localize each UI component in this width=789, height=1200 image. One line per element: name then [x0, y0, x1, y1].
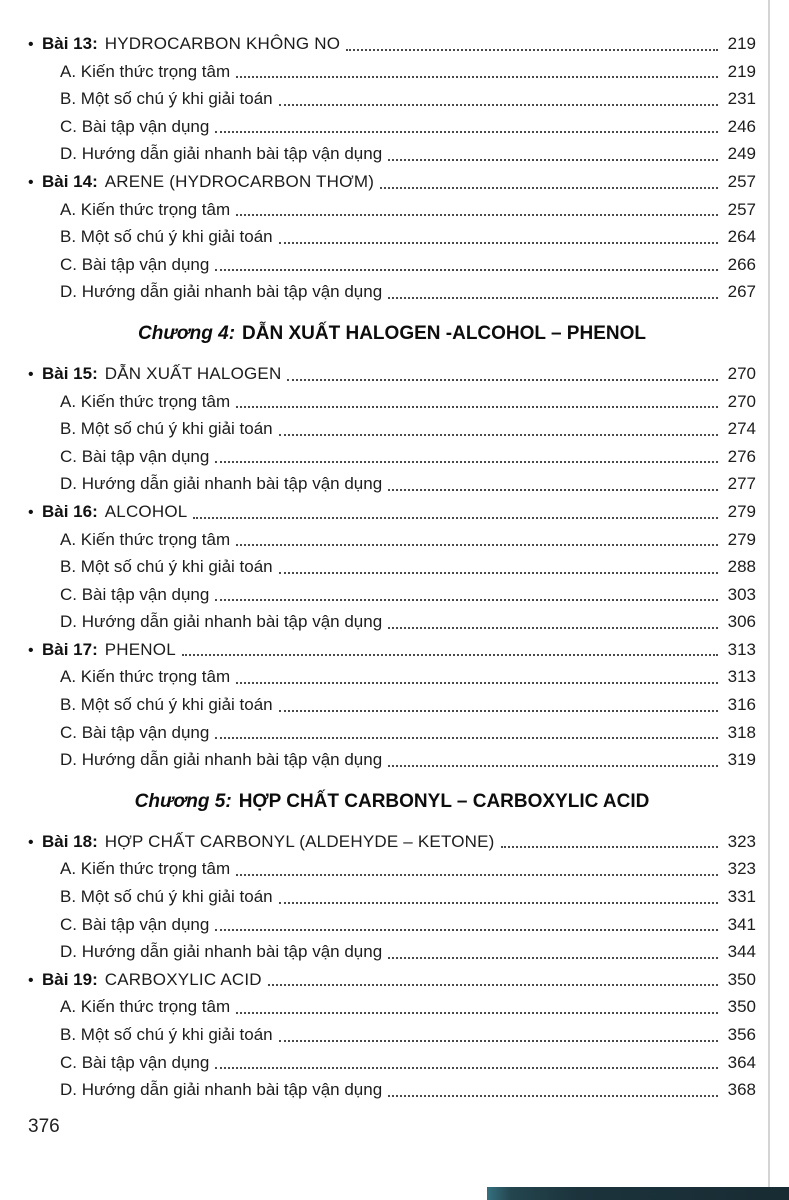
page-ref: 246: [727, 116, 756, 136]
toc-sub-entry: [28, 388, 756, 416]
toc-sub-title: D. Hướng dẫn giải nhanh bài tập vận dụng: [60, 750, 383, 770]
page-ref: 274: [727, 419, 756, 439]
toc-sub-entry: [28, 855, 756, 883]
toc-sub-title: A. Kiến thức trọng tâm: [60, 997, 231, 1017]
toc-sub-title: A. Kiến thức trọng tâm: [60, 529, 231, 549]
page-ref: 313: [727, 667, 756, 687]
toc-sub-entry: [28, 581, 756, 609]
page-ref: 219: [727, 61, 756, 81]
toc-sub-entry: [28, 883, 756, 911]
toc-sub-entry: [28, 993, 756, 1021]
toc-entry-label: Bài 17:: [42, 639, 98, 659]
toc-sub-title: D. Hướng dẫn giải nhanh bài tập vận dụng: [60, 1080, 383, 1100]
toc-sub-title: B. Một số chú ý khi giải toán: [60, 227, 273, 247]
dot-leader: [279, 104, 718, 106]
page-ref: 341: [727, 914, 756, 934]
toc-sub-entry: [28, 608, 756, 636]
dot-leader: [236, 406, 718, 408]
toc-sub-title: B. Một số chú ý khi giải toán: [60, 89, 273, 109]
chapter-title: DẪN XUẤT HALOGEN -ALCOHOL – PHENOL: [242, 322, 646, 344]
page-ref: 319: [727, 750, 756, 770]
page-ref: 350: [727, 969, 756, 989]
toc-entry-label: Bài 14:: [42, 171, 98, 191]
toc-entry-title: ALCOHOL: [104, 501, 188, 521]
page-ref: 266: [727, 254, 756, 274]
toc-entry-label: Bài 18:: [42, 831, 98, 851]
toc-sub-entry: [28, 1021, 756, 1049]
toc-sub-entry: [28, 553, 756, 581]
page-number: 376: [28, 1116, 60, 1137]
cover-strip: [487, 1187, 789, 1200]
dot-leader: [279, 434, 718, 436]
dot-leader: [236, 544, 718, 546]
dot-leader: [215, 461, 718, 463]
dot-leader: [182, 654, 718, 656]
dot-leader: [388, 765, 718, 767]
toc-sub-entry: [28, 1076, 756, 1104]
page-ref: 331: [727, 887, 756, 907]
page-ref: 231: [727, 89, 756, 109]
toc-sub-entry: [28, 58, 756, 86]
toc-sub-title: C. Bài tập vận dụng: [60, 116, 210, 136]
toc-sub-entry: [28, 415, 756, 443]
toc-sub-title: B. Một số chú ý khi giải toán: [60, 557, 273, 577]
page-ref: 356: [727, 1025, 756, 1044]
page-ref: 303: [727, 584, 756, 604]
toc-sub-title: C. Bài tập vận dụng: [60, 914, 210, 934]
toc: [28, 30, 756, 1104]
dot-leader: [346, 49, 718, 51]
toc-sub-title: B. Một số chú ý khi giải toán: [60, 695, 273, 715]
toc-sub-title: D. Hướng dẫn giải nhanh bài tập vận dụng: [60, 474, 383, 494]
bullet-icon: •: [28, 641, 34, 659]
toc-sub-title: C. Bài tập vận dụng: [60, 1052, 210, 1072]
page-ref: 316: [727, 695, 756, 715]
toc-sub-entry: [28, 526, 756, 554]
dot-leader: [279, 710, 718, 712]
dot-leader: [215, 929, 718, 931]
page-ref: 277: [727, 474, 756, 494]
dot-leader: [236, 874, 718, 876]
toc-sub-title: A. Kiến thức trọng tâm: [60, 859, 231, 879]
toc-entry-title: PHENOL: [104, 639, 176, 659]
toc-sub-title: C. Bài tập vận dụng: [60, 584, 210, 604]
page-ref: 288: [727, 557, 756, 577]
toc-entry-label: Bài 16:: [42, 501, 98, 521]
dot-leader: [380, 187, 718, 189]
chapter-label: Chương 5:: [134, 790, 232, 812]
toc-sub-entry: [28, 1049, 756, 1077]
dot-leader: [388, 489, 718, 491]
toc-sub-entry: [28, 663, 756, 691]
toc-sub-entry: [28, 113, 756, 141]
toc-sub-entry: [28, 196, 756, 224]
toc-entry-title: DẪN XUẤT HALOGEN: [104, 363, 282, 383]
bullet-icon: •: [28, 971, 34, 989]
toc-entry-title: HYDROCARBON KHÔNG NO: [104, 34, 341, 53]
toc-sub-title: A. Kiến thức trọng tâm: [60, 61, 231, 81]
toc-sub-title: A. Kiến thức trọng tâm: [60, 667, 231, 687]
bullet-icon: •: [28, 503, 34, 521]
page-ref: 344: [727, 942, 756, 962]
dot-leader: [236, 682, 718, 684]
dot-leader: [193, 517, 718, 519]
page-ref: 276: [727, 446, 756, 466]
page-ref: 350: [727, 997, 756, 1017]
toc-entry: [28, 498, 756, 526]
toc-sub-entry: [28, 278, 756, 306]
toc-sub-entry: [28, 223, 756, 251]
dot-leader: [388, 1095, 718, 1097]
toc-entry: [28, 828, 756, 856]
dot-leader: [215, 131, 718, 133]
dot-leader: [287, 379, 718, 381]
dot-leader: [388, 159, 718, 161]
page-ref: 313: [727, 639, 756, 659]
toc-sub-entry: [28, 251, 756, 279]
toc-entry-label: Bài 13:: [42, 34, 98, 53]
toc-sub-entry: [28, 140, 756, 168]
page-ref: 264: [727, 227, 756, 247]
toc-entry-title: ARENE (HYDROCARBON THƠM): [104, 171, 375, 191]
toc-sub-entry: [28, 746, 756, 774]
toc-sub-title: A. Kiến thức trọng tâm: [60, 391, 231, 411]
page-ref: 270: [727, 363, 756, 383]
dot-leader: [268, 984, 718, 986]
toc-sub-entry: [28, 691, 756, 719]
toc-sub-entry: [28, 470, 756, 498]
toc-sub-entry: [28, 938, 756, 966]
toc-sub-title: D. Hướng dẫn giải nhanh bài tập vận dụng: [60, 942, 383, 962]
bullet-icon: •: [28, 36, 34, 53]
toc-sub-entry: [28, 443, 756, 471]
chapter-title: HỢP CHẤT CARBONYL – CARBOXYLIC ACID: [238, 790, 650, 812]
page-ref: 318: [727, 722, 756, 742]
bullet-icon: •: [28, 365, 34, 383]
toc-entry: [28, 636, 756, 664]
dot-leader: [501, 846, 718, 848]
toc-sub-title: D. Hướng dẫn giải nhanh bài tập vận dụng: [60, 612, 383, 632]
page-ref: 364: [727, 1052, 756, 1072]
dot-leader: [215, 1067, 718, 1069]
page-ref: 279: [727, 501, 756, 521]
page-ref: 267: [727, 282, 756, 302]
toc-entry: [28, 966, 756, 994]
toc-sub-title: C. Bài tập vận dụng: [60, 254, 210, 274]
dot-leader: [236, 214, 718, 216]
toc-sub-title: C. Bài tập vận dụng: [60, 446, 210, 466]
dot-leader: [279, 1040, 718, 1042]
toc-entry-label: Bài 19:: [42, 969, 98, 989]
chapter-heading: [28, 321, 756, 347]
page-ref: 368: [727, 1080, 756, 1100]
toc-entry-label: Bài 15:: [42, 363, 98, 383]
dot-leader: [279, 902, 718, 904]
page-ref: 323: [727, 859, 756, 879]
page-edge-line: [768, 0, 770, 1200]
toc-sub-title: B. Một số chú ý khi giải toán: [60, 887, 273, 907]
page-ref: 306: [727, 612, 756, 632]
page-ref: 219: [727, 34, 756, 53]
toc-sub-title: B. Một số chú ý khi giải toán: [60, 1025, 273, 1044]
dot-leader: [236, 76, 718, 78]
toc-entry-title: HỢP CHẤT CARBONYL (ALDEHYDE – KETONE): [104, 831, 495, 851]
toc-sub-entry: [28, 911, 756, 939]
dot-leader: [388, 297, 718, 299]
toc-sub-entry: [28, 85, 756, 113]
chapter-label: Chương 4:: [138, 322, 236, 344]
bullet-icon: •: [28, 173, 34, 191]
toc-sub-title: C. Bài tập vận dụng: [60, 722, 210, 742]
dot-leader: [279, 572, 718, 574]
dot-leader: [279, 242, 718, 244]
toc-sub-title: B. Một số chú ý khi giải toán: [60, 419, 273, 439]
dot-leader: [215, 737, 718, 739]
toc-sub-title: D. Hướng dẫn giải nhanh bài tập vận dụng: [60, 282, 383, 302]
bullet-icon: •: [28, 833, 34, 851]
page-ref: 257: [727, 199, 756, 219]
toc-sub-entry: [28, 719, 756, 747]
toc-entry: [28, 360, 756, 388]
page-ref: 323: [727, 831, 756, 851]
toc-entry-title: CARBOXYLIC ACID: [104, 969, 262, 989]
chapter-heading: [28, 789, 756, 815]
page-ref: 257: [727, 171, 756, 191]
toc-entry: [28, 168, 756, 196]
page-ref: 249: [727, 144, 756, 164]
toc-sub-title: A. Kiến thức trọng tâm: [60, 199, 231, 219]
page-ref: 270: [727, 391, 756, 411]
toc-entry: [28, 30, 756, 58]
dot-leader: [236, 1012, 718, 1014]
toc-sub-title: D. Hướng dẫn giải nhanh bài tập vận dụng: [60, 144, 383, 164]
dot-leader: [388, 627, 718, 629]
page-ref: 279: [727, 529, 756, 549]
dot-leader: [215, 599, 718, 601]
dot-leader: [388, 957, 718, 959]
dot-leader: [215, 269, 718, 271]
